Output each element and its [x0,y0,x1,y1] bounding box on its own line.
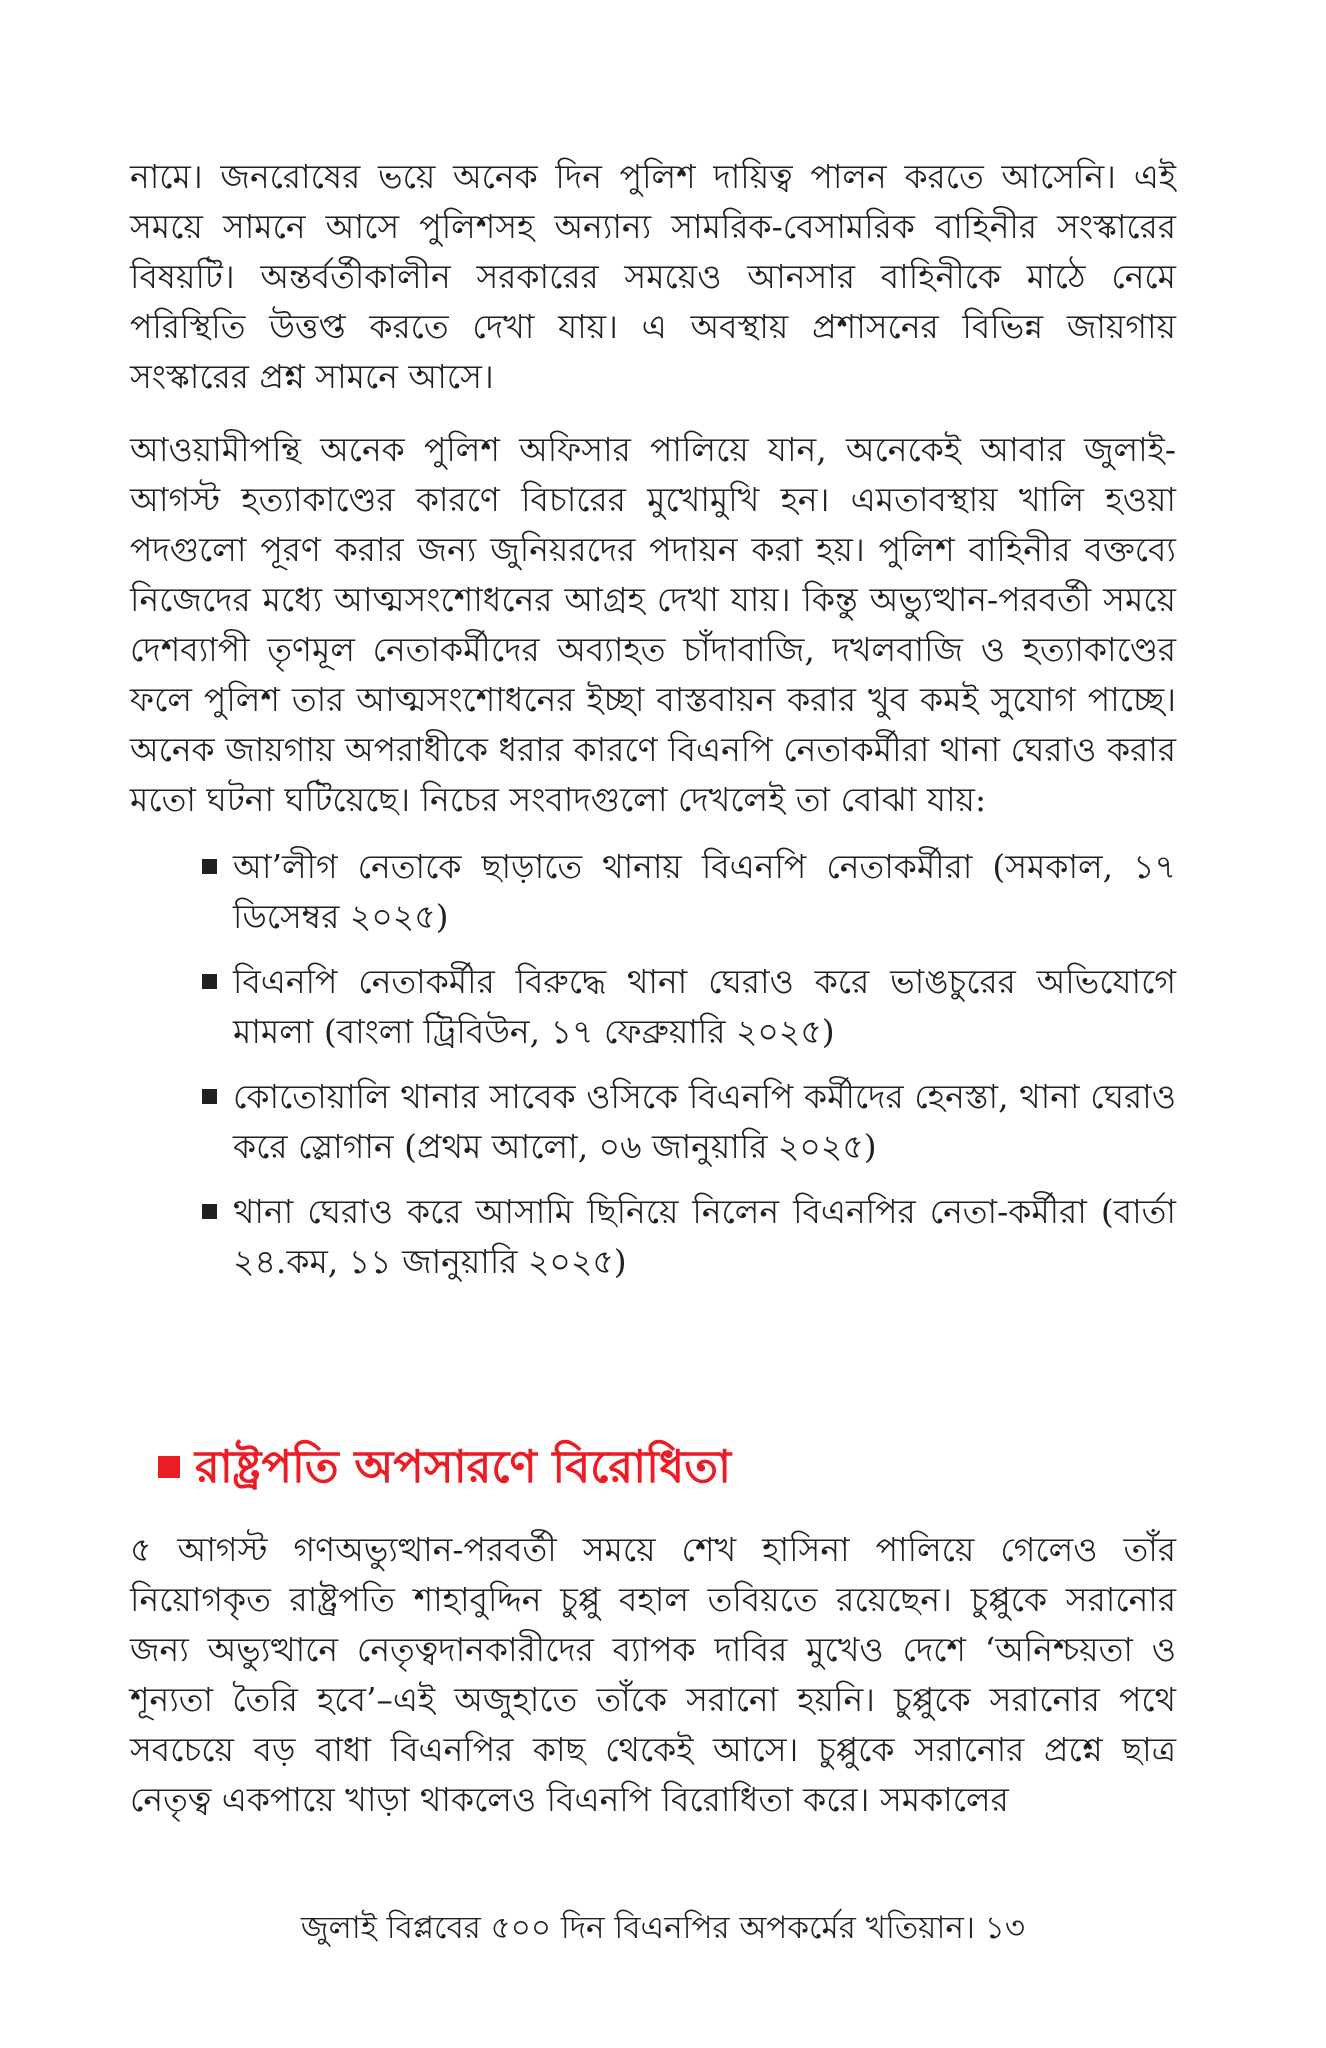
section-heading-text: রাষ্ট্রপতি অপসারণে বিরোধিতা [195,1440,732,1493]
list-item [130,957,1176,1057]
body-paragraph-police-vacancies: আওয়ামীপন্থি অনেক পুলিশ অফিসার পালিয়ে যান, অনেকেই আবার জুলাই-আগস্ট হত্যাকাণ্ডের কারণে বিচারের মুখোমুখি হন। এমতাবস্থায় খালি হওয়া পদগুলো পূরণ করার জন্য জুনিয়রদের পদায়ন করা হয়। পুলিশ বাহিনীর বক্তব্যে নিজেদের মধ্যে আত্মসংশোধনের আগ্রহ দেখা যায়। কিন্তু অভ্যুত্থান-পরবর্তী সময়ে দেশব্যাপী তৃণমূল নেতাকর্মীদের অব্যাহত চাঁদাবাজি, দখলবাজি ও হত্যাকাণ্ডের ফলে পুলিশ তার আত্মসংশোধনের ইচ্ছা বাস্তবায়ন করার খুব কমই সুযোগ পাচ্ছে। অনেক জায়গায় অপরাধীকে ধরার কারণে বিএনপি নেতাকর্মীরা থানা ঘেরাও করার মতো ঘটনা ঘটিয়েছে। নিচের সংবাদগুলো দেখলেই তা বোঝা যায়: [130,430,1176,819]
body-paragraph-president-removal: ৫ আগস্ট গণঅভ্যুত্থান-পরবর্তী সময়ে শেখ হাসিনা পালিয়ে গেলেও তাঁর নিয়োগকৃত রাষ্ট্রপতি শাহাবুদ্দিন চুপ্পু বহাল তবিয়তে রয়েছেন। চুপ্পুকে সরানোর জন্য অভ্যুত্থানে নেতৃত্বদানকারীদের ব্যাপক দাবির মুখেও দেশে ‘অনিশ্চয়তা ও শূন্যতা তৈরি হবে’–এই অজুহাতে তাঁকে সরানো হয়নি। চুপ্পুকে সরানোর পথে সবচেয়ে বড় বাধা বিএনপির কাছ থেকেই আসে। চুপ্পুকে সরানোর প্রশ্নে ছাত্র নেতৃত্ব একপায়ে খাড়া থাকলেও বিএনপি বিরোধিতা করে। সমকালের [130,1530,1176,1819]
news-citation-text: থানা ঘেরাও করে আসামি ছিনিয়ে নিলেন বিএনপির নেতা-কর্মীরা (বার্তা ২৪.কম, ১১ জানুয়ারি ২০২৫) [233,1192,1176,1281]
bullet-square-icon [202,859,217,874]
footer-page-number: ১৩ [984,1910,1026,1946]
list-item [130,1187,1176,1287]
news-citation-text: কোতোয়ালি থানার সাবেক ওসিকে বিএনপি কর্মীদের হেনস্তা, থানা ঘেরাও করে স্লোগান (প্রথম আলো, ০৬ জানুয়ারি ২০২৫) [233,1077,1176,1166]
news-citation-list [130,842,1176,1287]
news-citation-text: আ’লীগ নেতাকে ছাড়াতে থানায় বিএনপি নেতাকর্মীরা (সমকাল, ১৭ ডিসেম্বর ২০২৫) [233,847,1176,936]
page-footer [0,1906,1326,1950]
list-item [130,842,1176,942]
page-content [130,152,1176,1825]
section-heading [130,1437,1176,1497]
list-item [130,1072,1176,1172]
body-paragraph-police-reform: নামে। জনরোষের ভয়ে অনেক দিন পুলিশ দায়িত্ব পালন করতে আসেনি। এই সময়ে সামনে আসে পুলিশসহ অন্যান্য সামরিক-বেসামরিক বাহিনীর সংস্কারের বিষয়টি। অন্তর্বর্তীকালীন সরকারের সময়েও আনসার বাহিনীকে মাঠে নেমে পরিস্থিতি উত্তপ্ত করতে দেখা যায়। এ অবস্থায় প্রশাসনের বিভিন্ন জায়গায় সংস্কারের প্রশ্ন সামনে আসে। [130,157,1176,396]
news-citation-text: বিএনপি নেতাকর্মীর বিরুদ্ধে থানা ঘেরাও করে ভাঙচুরের অভিযোগে মামলা (বাংলা ট্রিবিউন, ১৭ ফেব্রুয়ারি ২০২৫) [233,962,1176,1051]
bullet-square-icon [202,974,217,989]
footer-book-title: জুলাই বিপ্লবের ৫০০ দিন বিএনপির অপকর্মের খতিয়ান [300,1910,964,1946]
footer-separator: । [963,1910,985,1946]
bullet-square-icon [202,1089,217,1104]
bullet-square-icon [202,1204,217,1219]
heading-square-icon [158,1456,180,1478]
